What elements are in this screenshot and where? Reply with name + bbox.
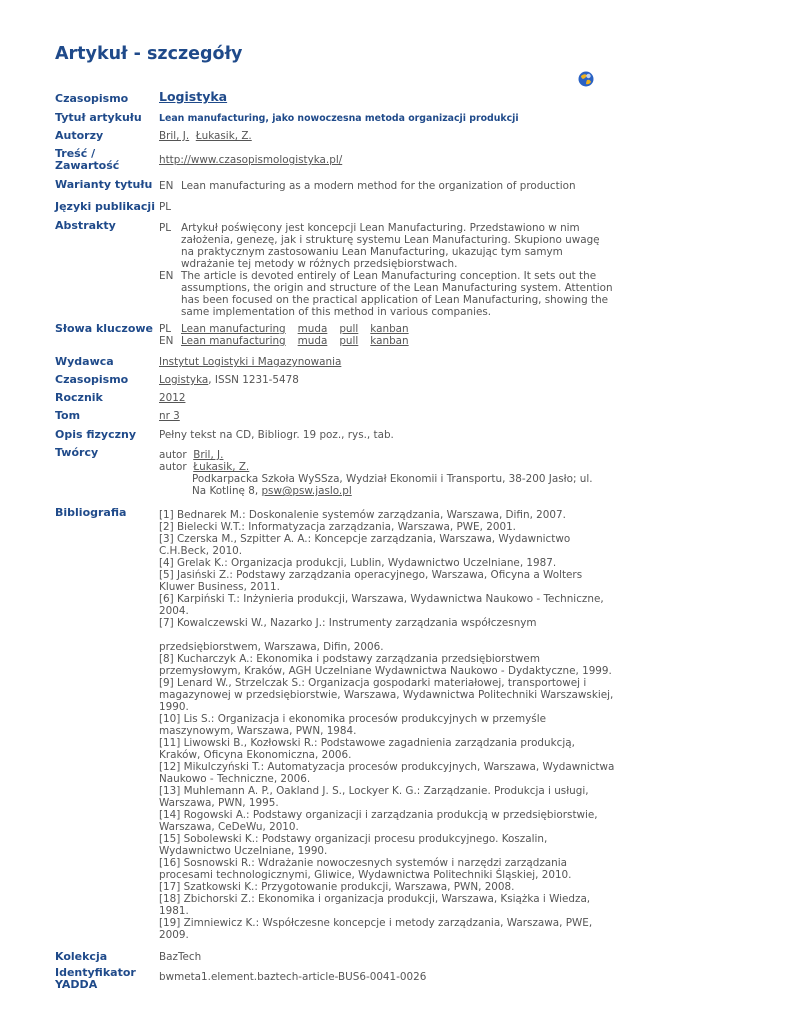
title-variant: Lean manufacturing as a modern method for the organization of production	[181, 180, 576, 192]
label-tworcy: Twórcy	[55, 446, 99, 459]
keyword-link[interactable]: Lean manufacturing	[181, 335, 286, 347]
abstract-text: The article is devoted entirely of Lean Manufacturing conception. It sets out the assumptions, the origin and structure of the Lean Manufacturing system. Attention has been focused on the practical application of Lean Manufacturing, showing the same implementation of this method in various companies.	[181, 270, 613, 318]
bib-entry: [4] Grelak K.: Organizacja produkcji, Lublin, Wydawnictwo Uczelniane, 1987.	[159, 557, 557, 569]
journal-link-2[interactable]: Logistyka	[159, 374, 209, 386]
abstract-en	[159, 270, 615, 318]
content-url-link[interactable]: http://www.czasopismologistyka.pl/	[159, 154, 343, 166]
lang-code: EN	[159, 180, 174, 192]
keywords-en	[159, 335, 615, 347]
creator-2	[159, 461, 615, 473]
label-kolekcja: Kolekcja	[55, 950, 108, 963]
label-opis: Opis fizyczny	[55, 428, 137, 441]
bib-entry: [13] Muhlemann A. P., Oakland J. S., Lockyer K. G.: Zarządzanie. Produkcja i usługi, Warszawa, PWN, 1995.	[159, 785, 589, 809]
label-autorzy: Autorzy	[55, 129, 104, 142]
issn-text: , ISSN 1231-5478	[208, 374, 299, 386]
abstract-text: Artykuł poświęcony jest koncepcji Lean Manufacturing. Przedstawiono w nim założenia, genezę, jak i strukturę systemu Lean Manufacturing. Skupiono uwagę na praktycznym zastosowaniu Lean Manufacturing, ukazując tym samym wdrażanie tej metody w różnych przedsiębiorstwach.	[181, 222, 600, 270]
label-warianty: Warianty tytułu	[55, 178, 153, 191]
bib-entry: [6] Karpiński T.: Inżynieria produkcji, Warszawa, Wydawnictwa Naukowo - Techniczne, 2004.	[159, 593, 604, 617]
publication-language: PL	[159, 201, 172, 213]
page-title: Artykuł - szczegóły	[55, 44, 243, 64]
affiliation-line-2	[159, 485, 615, 497]
creator-1	[159, 449, 615, 461]
abstract-pl	[159, 222, 615, 270]
keyword-link[interactable]: Lean manufacturing	[181, 323, 286, 335]
bib-entry: [5] Jasiński Z.: Podstawy zarządzania operacyjnego, Warszawa, Oficyna a Wolters Kluwer Business, 2011.	[159, 569, 583, 593]
bib-entry: [15] Sobolewski K.: Podstawy organizacji procesu produkcyjnego. Koszalin, Wydawnictwo Uczelniane, 1990.	[159, 833, 548, 857]
journal-link[interactable]: Logistyka	[159, 89, 228, 104]
bib-entry: [19] Zimniewicz K.: Współczesne koncepcje i metody zarządzania, Warszawa, PWE, 2009.	[159, 917, 593, 941]
bib-entry: [10] Lis S.: Organizacja i ekonomika procesów produkcyjnych w przemyśle maszynowym, Warszawa, PWN, 1984.	[159, 713, 546, 737]
bib-entry: [3] Czerska M., Szpitter A. A.: Koncepcje zarządzania, Warszawa, Wydawnictwo C.H.Beck, 2010.	[159, 533, 571, 557]
article-details-table	[55, 91, 615, 993]
keyword-link[interactable]: kanban	[370, 335, 409, 347]
lang-code: PL	[159, 323, 172, 335]
bib-entry: [16] Sosnowski R.: Wdrażanie nowoczesnych systemów i narzędzi zarządzania procesami technologicznymi, Gliwice, Wydawnictwa Politechniki Śląskiej, 2010.	[159, 857, 572, 881]
keyword-link[interactable]: muda	[297, 335, 328, 347]
lang-code: EN	[159, 335, 174, 347]
label-slowa: Słowa kluczowe	[55, 322, 153, 335]
keyword-link[interactable]: kanban	[370, 323, 409, 335]
label-tom: Tom	[55, 409, 81, 422]
keyword-link[interactable]: muda	[297, 323, 328, 335]
label-bibliografia: Bibliografia	[55, 506, 127, 519]
physical-description: Pełny tekst na CD, Bibliogr. 19 poz., rys., tab.	[159, 429, 394, 441]
creator-link[interactable]: Łukasik, Z.	[193, 461, 250, 473]
bib-entry: [17] Szatkowski K.: Przygotowanie produkcji, Warszawa, PWN, 2008.	[159, 881, 515, 893]
keyword-link[interactable]: pull	[339, 335, 359, 347]
label-czasopismo: Czasopismo	[55, 92, 129, 105]
volume-link[interactable]: nr 3	[159, 410, 180, 422]
bib-entry: [14] Rogowski A.: Podstawy organizacji i zarządzania produkcją w przedsiębiorstwie, Warszawa, CeDeWu, 2010.	[159, 809, 598, 833]
creator-role: autor	[159, 461, 187, 473]
bib-entry: [8] Kucharczyk A.: Ekonomika i podstawy zarządzania przedsiębiorstwem przemysłowym, Kraków, AGH Uczelniane Wydawnictwa Naukowo - Dydaktyczne, 1999.	[159, 653, 612, 677]
bib-entry: przedsiębiorstwem, Warszawa, Difin, 2006.	[159, 641, 384, 653]
label-tytul: Tytuł artykułu	[55, 111, 142, 124]
globe-icon[interactable]	[578, 71, 594, 87]
article-title: Lean manufacturing, jako nowoczesna metoda organizacji produkcji	[159, 113, 519, 124]
affiliation: Podkarpacka Szkoła WySSza, Wydział Ekonomii i Transportu, 38-200 Jasło; ul.	[192, 473, 593, 485]
collection-value: BazTech	[159, 951, 202, 963]
creator-link[interactable]: Bril, J.	[193, 449, 224, 461]
lang-code: EN	[159, 270, 174, 282]
bib-entry: [7] Kowalczewski W., Nazarko J.: Instrumenty zarządzania współczesnym	[159, 617, 537, 629]
bib-entry: [12] Mikulczyński T.: Automatyzacja procesów produkcyjnych, Warszawa, Wydawnictwa Naukowo - Techniczne, 2006.	[159, 761, 615, 785]
bib-entry: [11] Liwowski B., Kozłowski R.: Podstawowe zagadnienia zarządzania produkcją, Kraków, Oficyna Ekonomiczna, 2006.	[159, 737, 575, 761]
label-tresc: Treść / Zawartość	[55, 147, 120, 172]
author-link[interactable]: Bril, J.	[159, 130, 190, 142]
label-abstrakty: Abstrakty	[55, 219, 116, 232]
lang-code: PL	[159, 222, 172, 234]
keywords-pl	[159, 323, 615, 335]
yadda-identifier: bwmeta1.element.baztech-article-BUS6-0041-0026	[159, 971, 427, 983]
bib-entry: [18] Zbichorski Z.: Ekonomika i organizacja produkcji, Warszawa, Książka i Wiedza, 1981.	[159, 893, 591, 917]
label-wydawca: Wydawca	[55, 355, 114, 368]
bib-entry: [9] Lenard W., Strzelczak S.: Organizacja gospodarki materiałowej, transportowej i magazynowej w przedsiębiorstwie, Warszawa, Wydawnictwa Politechniki Warszawskiej, 1990.	[159, 677, 614, 713]
publisher-link[interactable]: Instytut Logistyki i Magazynowania	[159, 356, 342, 368]
affiliation-address: Na Kotlinę 8,	[192, 485, 262, 497]
label-identyfikator: Identyfikator YADDA	[55, 966, 136, 991]
keyword-link[interactable]: pull	[339, 323, 359, 335]
author-link[interactable]: Łukasik, Z.	[195, 130, 252, 142]
bib-entry: [1] Bednarek M.: Doskonalenie systemów zarządzania, Warszawa, Difin, 2007.	[159, 509, 566, 521]
label-rocznik: Rocznik	[55, 391, 103, 404]
email-link[interactable]: psw@psw.jaslo.pl	[261, 485, 352, 497]
label-czasopismo-2: Czasopismo	[55, 373, 129, 386]
label-jezyki: Języki publikacji	[55, 200, 155, 213]
creator-role: autor	[159, 449, 187, 461]
bib-entry: [2] Bielecki W.T.: Informatyzacja zarządzania, Warszawa, PWE, 2001.	[159, 521, 516, 533]
year-link[interactable]: 2012	[159, 392, 186, 404]
